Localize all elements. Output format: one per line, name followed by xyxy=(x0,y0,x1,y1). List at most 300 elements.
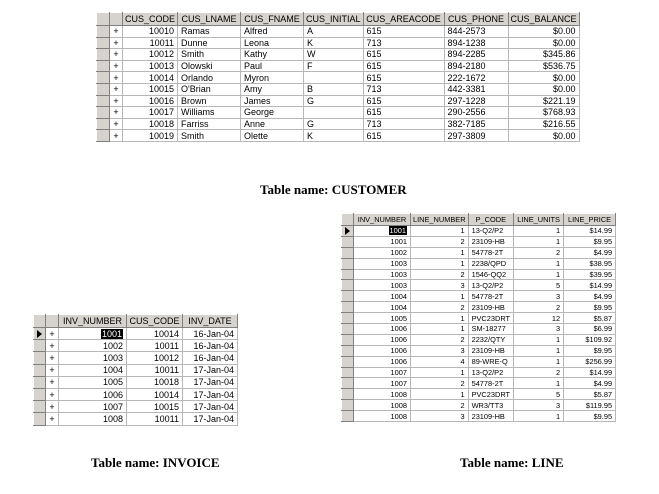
table-cell: Myron xyxy=(241,72,304,84)
row-selector[interactable] xyxy=(342,356,354,367)
row-selector[interactable] xyxy=(97,72,110,84)
invoice-table xyxy=(33,314,238,426)
table-cell: 89-WRE-Q xyxy=(468,356,513,367)
table-cell: $536.75 xyxy=(508,60,579,72)
table-cell: $4.99 xyxy=(564,378,616,389)
table-cell: 10014 xyxy=(127,328,183,340)
table-cell: 1 xyxy=(411,367,469,378)
table-cell: 10018 xyxy=(127,376,183,388)
table-cell: 3 xyxy=(411,411,469,422)
expand-plus-icon[interactable]: + xyxy=(46,388,59,400)
table-row[interactable] xyxy=(97,26,580,38)
table-cell: 1006 xyxy=(354,334,411,345)
table-cell: $0.00 xyxy=(508,130,579,142)
table-cell: 1002 xyxy=(59,340,127,352)
table-cell xyxy=(59,328,127,340)
table-row[interactable] xyxy=(342,236,616,247)
expand-plus-icon[interactable]: + xyxy=(110,83,123,95)
table-cell: 10010 xyxy=(123,26,178,38)
row-selector[interactable] xyxy=(97,118,110,130)
customer-caption: Table name: CUSTOMER xyxy=(260,182,407,197)
table-row[interactable] xyxy=(342,345,616,356)
row-selector[interactable] xyxy=(342,258,354,269)
table-cell: 3 xyxy=(411,345,469,356)
row-selector[interactable] xyxy=(34,328,46,340)
table-row[interactable] xyxy=(97,130,580,142)
table-cell xyxy=(354,226,411,237)
expand-plus-icon[interactable]: + xyxy=(46,340,59,352)
table-cell: 382-7185 xyxy=(444,118,508,130)
row-selector[interactable] xyxy=(342,367,354,378)
table-cell: 1 xyxy=(514,378,564,389)
row-selector[interactable] xyxy=(342,247,354,258)
table-cell: 1 xyxy=(514,258,564,269)
row-selector[interactable] xyxy=(342,269,354,280)
table-row[interactable] xyxy=(34,352,238,364)
column-header-line-price[interactable]: LINE_PRICE xyxy=(564,214,616,226)
current-record-arrow-icon xyxy=(345,227,350,235)
table-cell: Williams xyxy=(178,107,241,119)
table-cell: $4.99 xyxy=(564,291,616,302)
table-row[interactable] xyxy=(342,411,616,422)
table-cell: 10011 xyxy=(123,37,178,49)
table-cell: 10011 xyxy=(127,340,183,352)
table-cell: 1 xyxy=(514,411,564,422)
table-cell: $221.19 xyxy=(508,95,579,107)
table-cell: 1 xyxy=(514,345,564,356)
table-cell: 5 xyxy=(514,389,564,400)
column-header-line-number[interactable]: LINE_NUMBER xyxy=(411,214,469,226)
row-selector[interactable] xyxy=(34,413,46,425)
table-cell: 2 xyxy=(411,269,469,280)
table-cell: 290-2556 xyxy=(444,107,508,119)
row-selector[interactable] xyxy=(34,340,46,352)
table-cell: 2 xyxy=(411,400,469,411)
table-cell: 1 xyxy=(411,313,469,324)
column-header-cus-phone[interactable]: CUS_PHONE xyxy=(444,13,508,26)
table-cell: $6.99 xyxy=(564,324,616,335)
row-selector[interactable] xyxy=(342,334,354,345)
table-cell: 13-Q2/P2 xyxy=(468,367,513,378)
customer-rows xyxy=(97,26,580,142)
table-cell: Paul xyxy=(241,60,304,72)
table-row[interactable] xyxy=(342,356,616,367)
table-row[interactable] xyxy=(342,389,616,400)
table-row[interactable] xyxy=(342,400,616,411)
expand-plus-icon[interactable]: + xyxy=(110,37,123,49)
table-row[interactable] xyxy=(342,269,616,280)
line-rows xyxy=(342,226,616,422)
table-cell: 2 xyxy=(514,302,564,313)
expander-header xyxy=(46,315,59,328)
table-cell: 17-Jan-04 xyxy=(183,401,238,413)
table-cell: Brown xyxy=(178,95,241,107)
row-selector[interactable] xyxy=(97,26,110,38)
column-header-cus-initial[interactable]: CUS_INITIAL xyxy=(304,13,364,26)
row-selector[interactable] xyxy=(342,389,354,400)
expand-plus-icon[interactable]: + xyxy=(110,60,123,72)
row-selector[interactable] xyxy=(97,107,110,119)
table-cell: 17-Jan-04 xyxy=(183,388,238,400)
table-row[interactable] xyxy=(342,334,616,345)
table-cell: 1006 xyxy=(354,345,411,356)
expand-plus-icon[interactable]: + xyxy=(110,95,123,107)
table-cell: 17-Jan-04 xyxy=(183,413,238,425)
customer-table-view xyxy=(96,12,580,142)
row-selector[interactable] xyxy=(342,400,354,411)
table-cell: 10018 xyxy=(123,118,178,130)
table-cell: Olowski xyxy=(178,60,241,72)
table-cell: 713 xyxy=(363,37,444,49)
column-header-cus-code[interactable]: CUS_CODE xyxy=(127,315,183,328)
table-cell: 297-1228 xyxy=(444,95,508,107)
table-row[interactable] xyxy=(34,388,238,400)
expand-plus-icon[interactable]: + xyxy=(46,352,59,364)
table-row[interactable] xyxy=(342,324,616,335)
table-cell: 713 xyxy=(363,83,444,95)
table-cell: 713 xyxy=(363,118,444,130)
table-row[interactable] xyxy=(97,118,580,130)
table-row[interactable] xyxy=(34,328,238,340)
row-selector[interactable] xyxy=(34,364,46,376)
line-table-view xyxy=(341,213,616,422)
table-cell: 1006 xyxy=(354,324,411,335)
table-cell: 12 xyxy=(514,313,564,324)
table-cell: $109.92 xyxy=(564,334,616,345)
table-cell: Dunne xyxy=(178,37,241,49)
line-header-row xyxy=(342,214,616,226)
table-cell xyxy=(304,107,364,119)
invoice-table-view xyxy=(33,314,238,426)
table-row[interactable] xyxy=(97,83,580,95)
row-selector-header xyxy=(97,13,110,26)
table-row[interactable] xyxy=(97,49,580,61)
table-cell: 23109-HB xyxy=(468,411,513,422)
table-cell: O'Brian xyxy=(178,83,241,95)
table-cell: $14.99 xyxy=(564,280,616,291)
table-cell: 10012 xyxy=(123,49,178,61)
table-cell: 10013 xyxy=(123,60,178,72)
table-cell: PVC23DRT xyxy=(468,313,513,324)
row-selector[interactable] xyxy=(342,280,354,291)
table-cell: 2 xyxy=(514,247,564,258)
customer-table xyxy=(96,12,580,142)
table-row[interactable] xyxy=(342,258,616,269)
table-cell: 222-1672 xyxy=(444,72,508,84)
row-selector[interactable] xyxy=(342,226,354,237)
invoice-rows xyxy=(34,328,238,426)
table-row[interactable] xyxy=(34,340,238,352)
table-row[interactable] xyxy=(342,247,616,258)
expand-plus-icon[interactable]: + xyxy=(46,328,59,340)
table-cell: $4.99 xyxy=(564,247,616,258)
table-cell: 1 xyxy=(514,269,564,280)
table-cell: 10014 xyxy=(123,72,178,84)
row-selector[interactable] xyxy=(34,388,46,400)
row-selector[interactable] xyxy=(97,60,110,72)
table-cell: 442-3381 xyxy=(444,83,508,95)
expand-plus-icon[interactable]: + xyxy=(110,107,123,119)
table-cell: 894-2285 xyxy=(444,49,508,61)
table-cell: 10019 xyxy=(123,130,178,142)
table-row[interactable] xyxy=(342,378,616,389)
table-cell: 615 xyxy=(363,107,444,119)
table-cell: 4 xyxy=(411,356,469,367)
table-cell: A xyxy=(304,26,364,38)
table-cell: W xyxy=(304,49,364,61)
table-cell: 13-Q2/P2 xyxy=(468,280,513,291)
table-cell: $5.87 xyxy=(564,313,616,324)
table-cell: 3 xyxy=(411,280,469,291)
table-cell: 10014 xyxy=(127,388,183,400)
table-row[interactable] xyxy=(342,302,616,313)
table-row[interactable] xyxy=(97,60,580,72)
table-cell: 615 xyxy=(363,60,444,72)
table-row[interactable] xyxy=(342,367,616,378)
expand-plus-icon[interactable]: + xyxy=(110,49,123,61)
line-table xyxy=(341,213,616,422)
table-cell: Farriss xyxy=(178,118,241,130)
table-cell: Leona xyxy=(241,37,304,49)
table-cell: $9.95 xyxy=(564,345,616,356)
table-cell: F xyxy=(304,60,364,72)
row-selector[interactable] xyxy=(97,83,110,95)
table-cell: $768.93 xyxy=(508,107,579,119)
table-cell: 3 xyxy=(514,324,564,335)
table-cell: 1008 xyxy=(354,400,411,411)
table-cell: 615 xyxy=(363,72,444,84)
column-header-inv-number[interactable]: INV_NUMBER xyxy=(59,315,127,328)
table-row[interactable] xyxy=(97,107,580,119)
expand-plus-icon[interactable]: + xyxy=(110,26,123,38)
table-cell: 894-1238 xyxy=(444,37,508,49)
table-cell: 1006 xyxy=(354,356,411,367)
row-selector[interactable] xyxy=(342,378,354,389)
row-selector[interactable] xyxy=(342,324,354,335)
table-cell: $216.55 xyxy=(508,118,579,130)
table-cell: 1546-QQ2 xyxy=(468,269,513,280)
table-cell: $345.86 xyxy=(508,49,579,61)
expand-plus-icon[interactable]: + xyxy=(46,376,59,388)
table-cell: $5.87 xyxy=(564,389,616,400)
table-cell: 16-Jan-04 xyxy=(183,340,238,352)
table-cell: 1 xyxy=(514,334,564,345)
row-selector[interactable] xyxy=(342,302,354,313)
customer-header-row xyxy=(97,13,580,26)
table-cell: 13-Q2/P2 xyxy=(468,226,513,237)
table-cell: 23109-HB xyxy=(468,345,513,356)
column-header-cus-areacode[interactable]: CUS_AREACODE xyxy=(363,13,444,26)
table-cell: 1 xyxy=(411,247,469,258)
table-cell: 1008 xyxy=(354,389,411,400)
table-cell: 3 xyxy=(514,400,564,411)
table-cell: Orlando xyxy=(178,72,241,84)
expand-plus-icon[interactable]: + xyxy=(110,72,123,84)
table-cell: 10012 xyxy=(127,352,183,364)
table-cell: $0.00 xyxy=(508,37,579,49)
expand-plus-icon[interactable]: + xyxy=(46,401,59,413)
table-cell: 1 xyxy=(411,258,469,269)
column-header-line-units[interactable]: LINE_UNITS xyxy=(514,214,564,226)
table-cell: 2 xyxy=(411,334,469,345)
table-cell: 23109-HB xyxy=(468,236,513,247)
table-cell: Amy xyxy=(241,83,304,95)
table-cell: SM-18277 xyxy=(468,324,513,335)
column-header-cus-lname[interactable]: CUS_LNAME xyxy=(178,13,241,26)
table-cell: 2 xyxy=(514,367,564,378)
table-row[interactable] xyxy=(34,376,238,388)
table-cell: $38.95 xyxy=(564,258,616,269)
table-cell: $0.00 xyxy=(508,72,579,84)
expand-plus-icon[interactable]: + xyxy=(110,130,123,142)
table-cell: $119.95 xyxy=(564,400,616,411)
table-cell: $0.00 xyxy=(508,83,579,95)
table-cell: $256.99 xyxy=(564,356,616,367)
table-cell: $0.00 xyxy=(508,26,579,38)
table-cell: $9.95 xyxy=(564,236,616,247)
column-header-inv-date[interactable]: INV_DATE xyxy=(183,315,238,328)
table-cell: 1 xyxy=(514,236,564,247)
table-cell: $9.95 xyxy=(564,302,616,313)
table-cell: 3 xyxy=(514,291,564,302)
table-cell: 1003 xyxy=(59,352,127,364)
table-cell: 1003 xyxy=(354,258,411,269)
table-row[interactable] xyxy=(34,413,238,425)
table-cell: G xyxy=(304,95,364,107)
table-cell: 615 xyxy=(363,130,444,142)
table-cell: 1 xyxy=(514,356,564,367)
table-cell: 1 xyxy=(411,226,469,237)
table-cell: Ramas xyxy=(178,26,241,38)
table-row[interactable] xyxy=(34,364,238,376)
table-cell: Kathy xyxy=(241,49,304,61)
table-row[interactable] xyxy=(342,226,616,237)
table-cell: 844-2573 xyxy=(444,26,508,38)
table-cell: 1003 xyxy=(354,269,411,280)
column-header-cus-fname[interactable]: CUS_FNAME xyxy=(241,13,304,26)
table-cell: 615 xyxy=(363,49,444,61)
table-row[interactable] xyxy=(342,291,616,302)
invoice-header-row xyxy=(34,315,238,328)
table-cell xyxy=(304,72,364,84)
table-cell: 10016 xyxy=(123,95,178,107)
table-cell: G xyxy=(304,118,364,130)
table-row[interactable] xyxy=(342,313,616,324)
line-caption: Table name: LINE xyxy=(460,455,564,470)
table-cell: 2 xyxy=(411,378,469,389)
row-selector[interactable] xyxy=(34,401,46,413)
table-cell: 2238/QPD xyxy=(468,258,513,269)
table-cell: 17-Jan-04 xyxy=(183,376,238,388)
row-selector-header xyxy=(34,315,46,328)
table-cell: Smith xyxy=(178,49,241,61)
table-cell: $9.95 xyxy=(564,411,616,422)
table-cell: 615 xyxy=(363,26,444,38)
table-cell: WR3/TT3 xyxy=(468,400,513,411)
table-cell: 1005 xyxy=(59,376,127,388)
expander-header xyxy=(110,13,123,26)
table-cell: James xyxy=(241,95,304,107)
table-row[interactable] xyxy=(97,95,580,107)
row-selector[interactable] xyxy=(342,411,354,422)
table-row[interactable] xyxy=(97,72,580,84)
table-cell: George xyxy=(241,107,304,119)
row-selector[interactable] xyxy=(97,49,110,61)
column-header-cus-code[interactable]: CUS_CODE xyxy=(123,13,178,26)
table-cell: 1 xyxy=(411,291,469,302)
table-row[interactable] xyxy=(97,37,580,49)
row-selector-header xyxy=(342,214,354,226)
table-cell: K xyxy=(304,130,364,142)
table-cell: 16-Jan-04 xyxy=(183,352,238,364)
expand-plus-icon[interactable]: + xyxy=(46,364,59,376)
table-cell: 54778-2T xyxy=(468,378,513,389)
row-selector[interactable] xyxy=(34,352,46,364)
table-cell: 1001 xyxy=(354,236,411,247)
table-cell: $14.99 xyxy=(564,367,616,378)
table-cell: 1 xyxy=(411,324,469,335)
table-cell: 1005 xyxy=(354,313,411,324)
table-cell: 54778-2T xyxy=(468,291,513,302)
table-cell: 1008 xyxy=(59,413,127,425)
table-cell: Anne xyxy=(241,118,304,130)
table-cell: 10017 xyxy=(123,107,178,119)
table-cell: 1006 xyxy=(59,388,127,400)
table-cell: 2232/QTY xyxy=(468,334,513,345)
row-selector[interactable] xyxy=(342,345,354,356)
table-cell: 1002 xyxy=(354,247,411,258)
selected-cell-value[interactable]: 1001 xyxy=(389,226,406,236)
column-header-p-code[interactable]: P_CODE xyxy=(468,214,513,226)
table-cell: 10015 xyxy=(123,83,178,95)
current-record-arrow-icon xyxy=(37,330,42,338)
table-cell: 297-3809 xyxy=(444,130,508,142)
table-cell: $14.99 xyxy=(564,226,616,237)
row-selector[interactable] xyxy=(97,130,110,142)
table-cell: 10011 xyxy=(127,413,183,425)
expand-plus-icon[interactable]: + xyxy=(110,118,123,130)
table-cell: 1004 xyxy=(354,291,411,302)
row-selector[interactable] xyxy=(342,313,354,324)
table-cell: Smith xyxy=(178,130,241,142)
table-cell: 1007 xyxy=(354,367,411,378)
column-header-cus-balance[interactable]: CUS_BALANCE xyxy=(508,13,579,26)
row-selector[interactable] xyxy=(342,291,354,302)
table-cell: 23109-HB xyxy=(468,302,513,313)
row-selector[interactable] xyxy=(34,376,46,388)
table-cell: K xyxy=(304,37,364,49)
expand-plus-icon[interactable]: + xyxy=(46,413,59,425)
table-cell: 1004 xyxy=(59,364,127,376)
table-cell: Alfred xyxy=(241,26,304,38)
row-selector[interactable] xyxy=(97,95,110,107)
table-cell: 1008 xyxy=(354,411,411,422)
invoice-caption: Table name: INVOICE xyxy=(91,455,220,470)
table-cell: 1003 xyxy=(354,280,411,291)
table-row[interactable] xyxy=(342,280,616,291)
table-cell: $39.95 xyxy=(564,269,616,280)
column-header-inv-number[interactable]: INV_NUMBER xyxy=(354,214,411,226)
table-cell: 894-2180 xyxy=(444,60,508,72)
table-row[interactable] xyxy=(34,401,238,413)
row-selector[interactable] xyxy=(97,37,110,49)
table-cell: 1007 xyxy=(354,378,411,389)
table-cell: 2 xyxy=(411,302,469,313)
table-cell: 1 xyxy=(411,389,469,400)
table-cell: 16-Jan-04 xyxy=(183,328,238,340)
selected-cell-value[interactable]: 1001 xyxy=(101,328,122,339)
row-selector[interactable] xyxy=(342,236,354,247)
